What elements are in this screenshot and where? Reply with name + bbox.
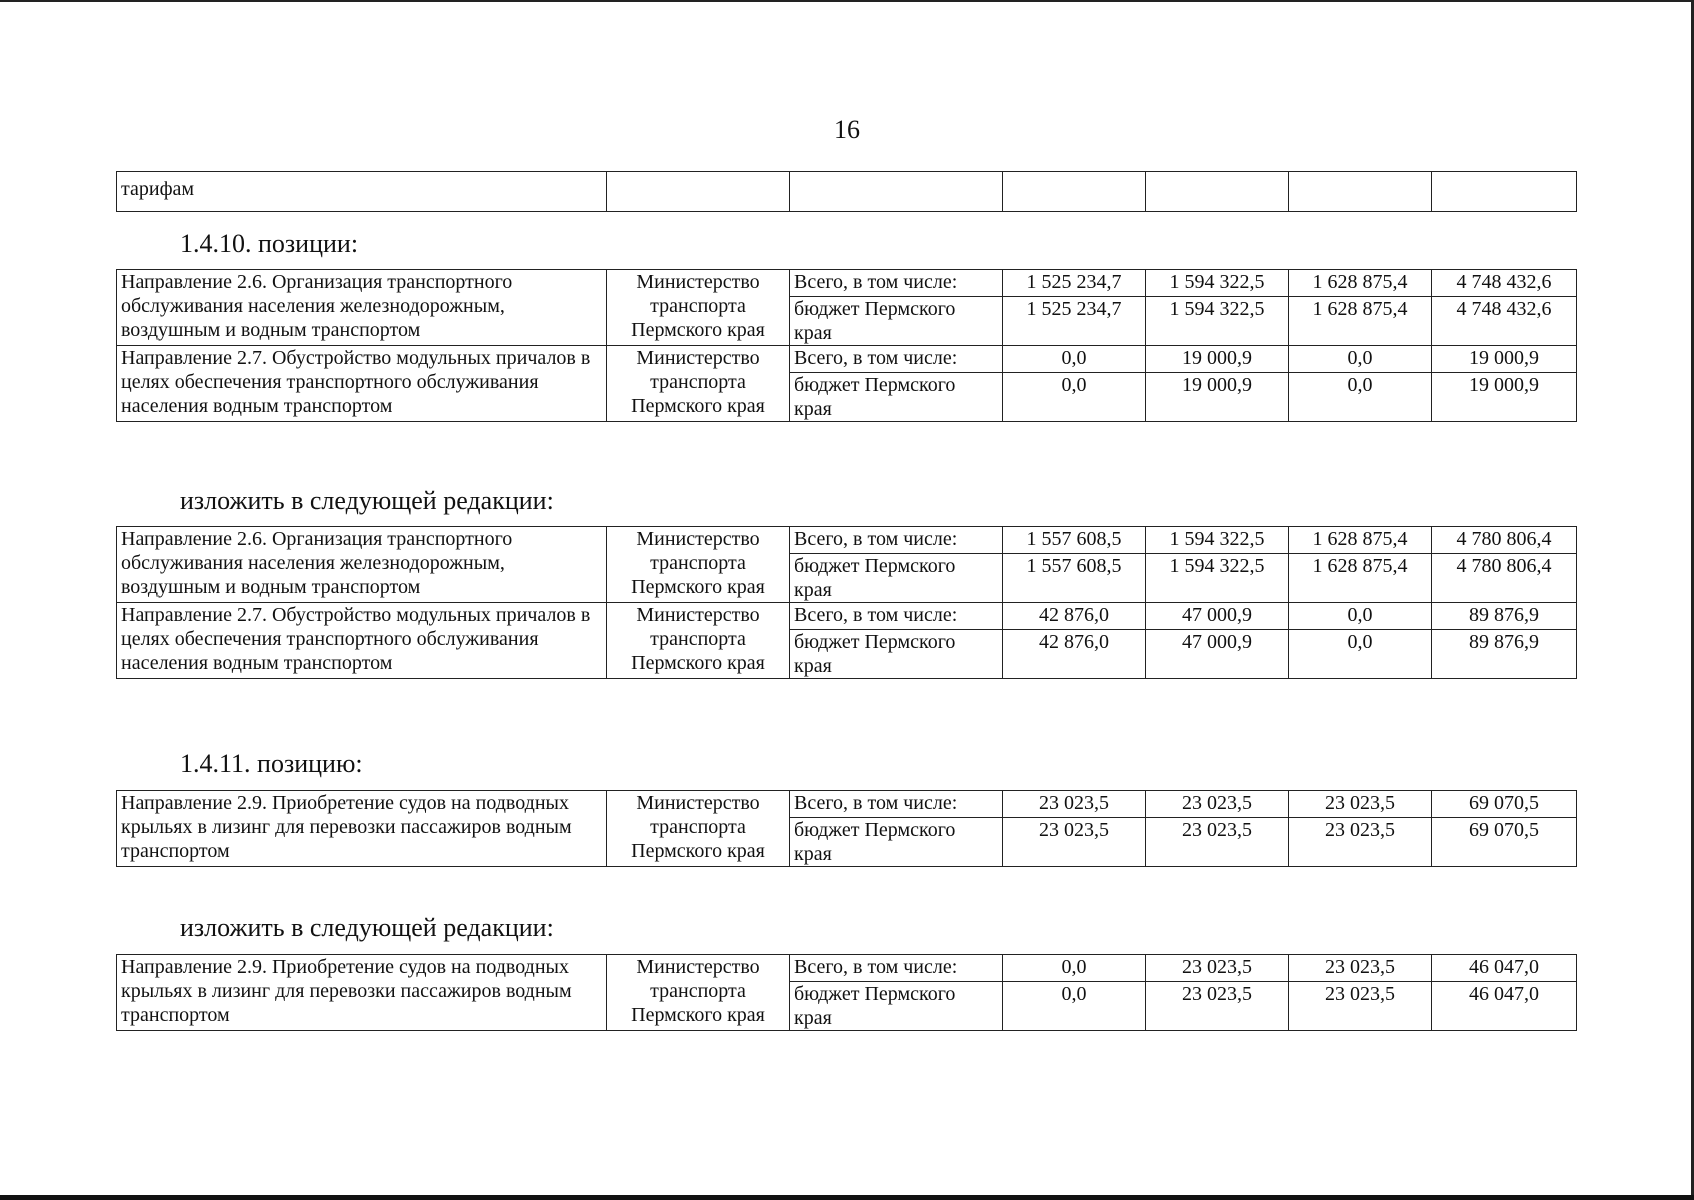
value-cell: 0,0 bbox=[1003, 373, 1146, 422]
responsible-org: Министерство транспорта Пермского края bbox=[607, 603, 790, 679]
value-cell: 23 023,5 bbox=[1146, 818, 1289, 867]
value-cell: 1 525 234,7 bbox=[1003, 270, 1146, 297]
table-row bbox=[117, 603, 1577, 630]
page-number: 16 bbox=[834, 115, 860, 144]
direction-name: Направление 2.9. Приобретение судов на подводных крыльях в лизинг для перевозки пассажиров водным транспортом bbox=[117, 791, 607, 867]
value-cell: 1 594 322,5 bbox=[1146, 297, 1289, 346]
value-cell: 0,0 bbox=[1003, 982, 1146, 1031]
value-cell: 1 594 322,5 bbox=[1146, 554, 1289, 603]
value-cell: 42 876,0 bbox=[1003, 603, 1146, 630]
continuation-table bbox=[116, 171, 1577, 212]
row-label-budget: бюджет Пермского края bbox=[790, 554, 1003, 603]
table-row bbox=[117, 955, 1577, 982]
table-row bbox=[117, 791, 1577, 818]
value-cell: 0,0 bbox=[1003, 346, 1146, 373]
value-cell: 19 000,9 bbox=[1432, 373, 1577, 422]
value-cell: 89 876,9 bbox=[1432, 630, 1577, 679]
value-cell: 23 023,5 bbox=[1289, 791, 1432, 818]
responsible-org: Министерство транспорта Пермского края bbox=[607, 270, 790, 346]
value-cell: 23 023,5 bbox=[1003, 791, 1146, 818]
table-positions-old bbox=[116, 269, 1577, 422]
row-label-budget: бюджет Пермского края bbox=[790, 818, 1003, 867]
section-heading-1-4-10: 1.4.10. позиции: bbox=[180, 229, 359, 258]
value-cell: 23 023,5 bbox=[1146, 955, 1289, 982]
scan-edge-top bbox=[0, 0, 1694, 2]
responsible-org: Министерство транспорта Пермского края bbox=[607, 346, 790, 422]
cell-text: тарифам bbox=[117, 172, 607, 212]
value-cell: 1 628 875,4 bbox=[1289, 270, 1432, 297]
value-cell: 0,0 bbox=[1289, 373, 1432, 422]
table-positions-new bbox=[116, 526, 1577, 679]
value-cell: 4 748 432,6 bbox=[1432, 297, 1577, 346]
row-label-total: Всего, в том числе: bbox=[790, 603, 1003, 630]
table-position-old bbox=[116, 790, 1577, 867]
row-label-total: Всего, в том числе: bbox=[790, 955, 1003, 982]
value-cell: 69 070,5 bbox=[1432, 818, 1577, 867]
value-cell: 1 594 322,5 bbox=[1146, 527, 1289, 554]
direction-name: Направление 2.6. Организация транспортного обслуживания населения железнодорожным, воздушным и водным транспортом bbox=[117, 527, 607, 603]
value-cell: 23 023,5 bbox=[1289, 955, 1432, 982]
direction-name: Направление 2.9. Приобретение судов на подводных крыльях в лизинг для перевозки пассажиров водным транспортом bbox=[117, 955, 607, 1031]
direction-name: Направление 2.7. Обустройство модульных причалов в целях обеспечения транспортного обслуживания населения водным транспортом bbox=[117, 346, 607, 422]
row-label-budget: бюджет Пермского края bbox=[790, 982, 1003, 1031]
value-cell: 42 876,0 bbox=[1003, 630, 1146, 679]
table-row bbox=[117, 346, 1577, 373]
value-cell: 1 628 875,4 bbox=[1289, 554, 1432, 603]
responsible-org: Министерство транспорта Пермского края bbox=[607, 527, 790, 603]
value-cell: 23 023,5 bbox=[1146, 982, 1289, 1031]
section-heading-edit-2: изложить в следующей редакции: bbox=[180, 913, 554, 942]
value-cell: 23 023,5 bbox=[1003, 818, 1146, 867]
value-cell: 46 047,0 bbox=[1432, 982, 1577, 1031]
value-cell: 0,0 bbox=[1289, 603, 1432, 630]
value-cell: 4 780 806,4 bbox=[1432, 554, 1577, 603]
value-cell: 69 070,5 bbox=[1432, 791, 1577, 818]
value-cell: 46 047,0 bbox=[1432, 955, 1577, 982]
value-cell: 0,0 bbox=[1003, 955, 1146, 982]
scan-edge-bottom bbox=[0, 1195, 1694, 1200]
row-label-total: Всего, в том числе: bbox=[790, 346, 1003, 373]
value-cell: 47 000,9 bbox=[1146, 603, 1289, 630]
value-cell: 4 748 432,6 bbox=[1432, 270, 1577, 297]
direction-name: Направление 2.7. Обустройство модульных причалов в целях обеспечения транспортного обслуживания населения водным транспортом bbox=[117, 603, 607, 679]
row-label-total: Всего, в том числе: bbox=[790, 791, 1003, 818]
value-cell: 1 557 608,5 bbox=[1003, 554, 1146, 603]
value-cell: 1 557 608,5 bbox=[1003, 527, 1146, 554]
row-label-budget: бюджет Пермского края bbox=[790, 373, 1003, 422]
value-cell: 1 525 234,7 bbox=[1003, 297, 1146, 346]
responsible-org: Министерство транспорта Пермского края bbox=[607, 955, 790, 1031]
table-row bbox=[117, 172, 1577, 212]
value-cell: 19 000,9 bbox=[1146, 373, 1289, 422]
value-cell: 1 594 322,5 bbox=[1146, 270, 1289, 297]
value-cell: 89 876,9 bbox=[1432, 603, 1577, 630]
value-cell: 0,0 bbox=[1289, 630, 1432, 679]
row-label-budget: бюджет Пермского края bbox=[790, 630, 1003, 679]
responsible-org: Министерство транспорта Пермского края bbox=[607, 791, 790, 867]
value-cell: 19 000,9 bbox=[1432, 346, 1577, 373]
value-cell: 1 628 875,4 bbox=[1289, 297, 1432, 346]
direction-name: Направление 2.6. Организация транспортного обслуживания населения железнодорожным, воздушным и водным транспортом bbox=[117, 270, 607, 346]
value-cell: 23 023,5 bbox=[1146, 791, 1289, 818]
section-heading-edit-1: изложить в следующей редакции: bbox=[180, 486, 554, 515]
row-label-budget: бюджет Пермского края bbox=[790, 297, 1003, 346]
value-cell: 4 780 806,4 bbox=[1432, 527, 1577, 554]
value-cell: 23 023,5 bbox=[1289, 818, 1432, 867]
value-cell: 19 000,9 bbox=[1146, 346, 1289, 373]
value-cell: 1 628 875,4 bbox=[1289, 527, 1432, 554]
table-row bbox=[117, 270, 1577, 297]
section-heading-1-4-11: 1.4.11. позицию: bbox=[180, 749, 363, 778]
row-label-total: Всего, в том числе: bbox=[790, 527, 1003, 554]
table-row bbox=[117, 527, 1577, 554]
value-cell: 0,0 bbox=[1289, 346, 1432, 373]
row-label-total: Всего, в том числе: bbox=[790, 270, 1003, 297]
value-cell: 47 000,9 bbox=[1146, 630, 1289, 679]
table-position-new bbox=[116, 954, 1577, 1031]
value-cell: 23 023,5 bbox=[1289, 982, 1432, 1031]
